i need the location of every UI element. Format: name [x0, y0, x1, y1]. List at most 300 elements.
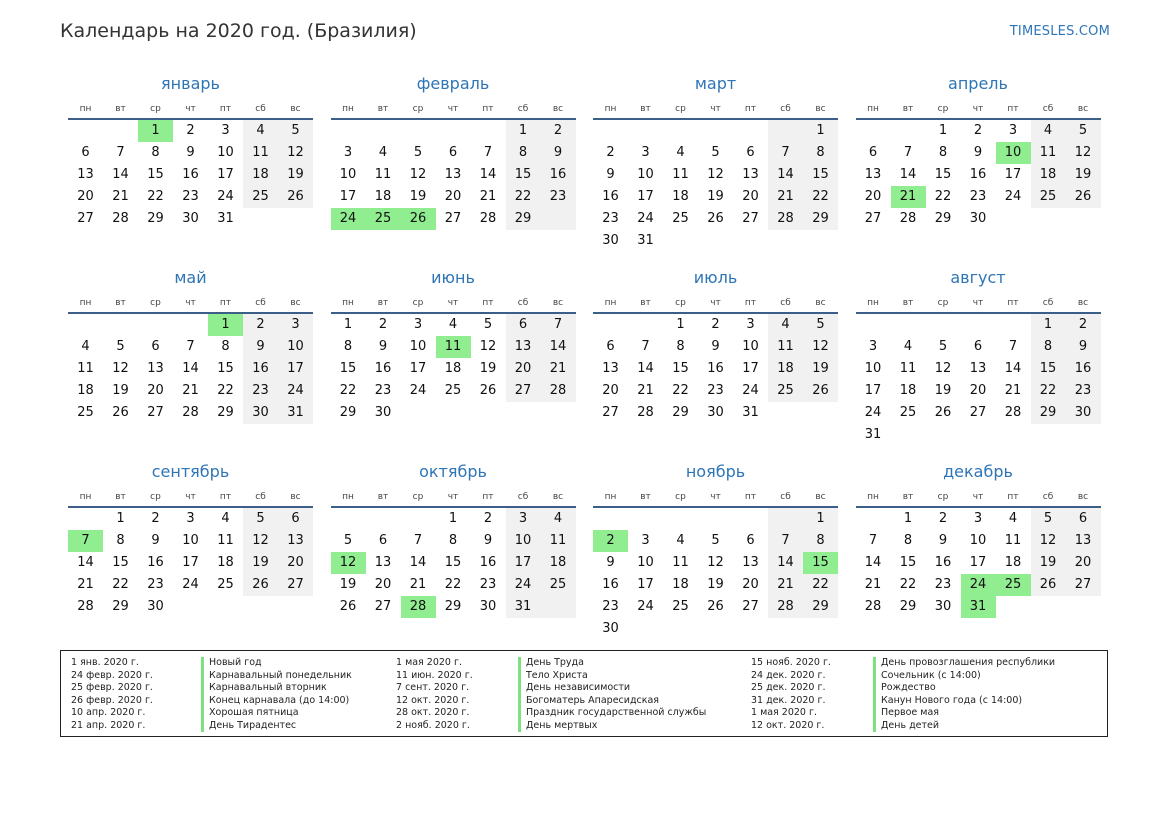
- day: 7: [868, 533, 878, 548]
- day: 29: [812, 599, 829, 614]
- day: 8: [343, 339, 353, 354]
- weekday-label: пт: [219, 298, 232, 308]
- day: 30: [374, 405, 392, 420]
- holiday-day: 1: [138, 120, 173, 142]
- day: 24: [637, 211, 654, 226]
- day: 31: [514, 599, 532, 614]
- weekday-label: ср: [412, 492, 424, 502]
- weekday-label: сб: [517, 298, 529, 308]
- day: 29: [514, 211, 532, 226]
- day: 11: [549, 533, 567, 548]
- day: 5: [116, 339, 125, 354]
- day: 17: [637, 189, 654, 204]
- weekday-label: ср: [675, 492, 686, 502]
- weekday-label: сб: [1042, 104, 1054, 114]
- weekday-label: сб: [1042, 492, 1054, 502]
- day: 30: [934, 599, 952, 614]
- day: 19: [252, 555, 269, 570]
- day: 27: [147, 405, 164, 420]
- weekday-label: пн: [604, 492, 617, 502]
- day: 14: [864, 555, 882, 570]
- day: 21: [777, 189, 794, 204]
- weekday-label: вт: [115, 492, 126, 502]
- day: 21: [182, 383, 199, 398]
- day: 6: [606, 339, 615, 354]
- day: 20: [287, 555, 304, 570]
- day: 25: [1039, 189, 1057, 204]
- legend-holiday-name: Новый год: [201, 657, 352, 670]
- day: 11: [1004, 533, 1022, 548]
- weekday-label: чт: [447, 492, 459, 502]
- day: 22: [217, 383, 234, 398]
- weekday-label: вт: [377, 298, 389, 308]
- day: 30: [147, 599, 164, 614]
- day: 28: [777, 599, 794, 614]
- weekday-label: вт: [640, 298, 651, 308]
- day: 6: [746, 145, 755, 160]
- weekday-header: [68, 298, 313, 310]
- day: 8: [151, 145, 160, 160]
- day: 26: [934, 405, 952, 420]
- day: 9: [938, 533, 948, 548]
- day: 4: [448, 317, 458, 332]
- day: 25: [777, 383, 794, 398]
- day: 1: [343, 317, 353, 332]
- day: 5: [816, 317, 825, 332]
- day: 7: [641, 339, 650, 354]
- day: 22: [812, 189, 829, 204]
- day: 2: [1078, 317, 1088, 332]
- day: 11: [777, 339, 794, 354]
- day: 29: [812, 211, 829, 226]
- weekday-header: [593, 104, 838, 116]
- day: 16: [252, 361, 269, 376]
- day: 4: [781, 317, 790, 332]
- day: 22: [147, 189, 164, 204]
- legend-holiday-name: Канун Нового года (с 14:00): [873, 695, 1055, 708]
- day: 16: [374, 361, 392, 376]
- weekday-header: [856, 298, 1101, 310]
- day: 24: [514, 577, 532, 592]
- day: 24: [637, 599, 654, 614]
- day: 18: [549, 555, 567, 570]
- day: 19: [707, 577, 724, 592]
- day: 25: [444, 383, 462, 398]
- weekday-label: вт: [115, 298, 126, 308]
- day: 7: [186, 339, 195, 354]
- day: 6: [973, 339, 983, 354]
- month-name: январь: [161, 74, 220, 93]
- day: 2: [938, 511, 948, 526]
- day: 12: [707, 167, 724, 182]
- day: 30: [479, 599, 497, 614]
- day: 23: [602, 211, 619, 226]
- weekday-label: ср: [412, 104, 424, 114]
- legend-holiday-name: Тело Христа: [518, 670, 706, 683]
- legend-dates-column: [396, 657, 473, 732]
- day: 15: [934, 167, 952, 182]
- day: 19: [409, 189, 427, 204]
- day: 27: [287, 577, 304, 592]
- day: 21: [77, 577, 94, 592]
- weekday-header: [331, 104, 576, 116]
- weekday-header: [593, 492, 838, 504]
- day: 14: [112, 167, 129, 182]
- day: 2: [256, 317, 265, 332]
- day: 28: [182, 405, 199, 420]
- day: 9: [151, 533, 160, 548]
- legend-date: 31 дек. 2020 г.: [751, 694, 826, 706]
- weekday-label: сб: [255, 298, 266, 308]
- legend-date: 24 февр. 2020 г.: [71, 669, 153, 681]
- weekday-label: сб: [780, 104, 791, 114]
- day: 4: [256, 123, 265, 138]
- day: 8: [518, 145, 528, 160]
- weekday-label: чт: [710, 492, 721, 502]
- day: 2: [973, 123, 983, 138]
- day: 3: [518, 511, 528, 526]
- day: 20: [742, 577, 759, 592]
- day: 5: [291, 123, 300, 138]
- day: 13: [147, 361, 164, 376]
- legend-holiday-name: Конец карнавала (до 14:00): [201, 695, 352, 708]
- day: 17: [637, 577, 654, 592]
- day: 28: [864, 599, 882, 614]
- day: 6: [448, 145, 458, 160]
- day: 8: [676, 339, 685, 354]
- day: 19: [287, 167, 304, 182]
- day: 7: [116, 145, 125, 160]
- weekday-label: пн: [342, 104, 354, 114]
- day: 18: [1004, 555, 1022, 570]
- day: 5: [256, 511, 265, 526]
- day: 26: [707, 211, 724, 226]
- day: 20: [742, 189, 759, 204]
- day: 15: [514, 167, 532, 182]
- day: 5: [711, 145, 720, 160]
- day: 9: [483, 533, 493, 548]
- day: 21: [864, 577, 882, 592]
- day: 7: [781, 145, 790, 160]
- weekday-label: ср: [937, 492, 949, 502]
- month-name: май: [174, 268, 207, 287]
- weekday-label: вт: [640, 104, 651, 114]
- legend-holiday-name: Карнавальный вторник: [201, 682, 352, 695]
- weekday-label: пн: [867, 298, 879, 308]
- day: 3: [746, 317, 755, 332]
- day: 1: [448, 511, 458, 526]
- weekday-label: вс: [815, 104, 826, 114]
- day: 8: [1043, 339, 1053, 354]
- day: 9: [606, 555, 615, 570]
- weekday-label: вс: [290, 104, 301, 114]
- day: 12: [934, 361, 952, 376]
- month-name: апрель: [948, 74, 1008, 93]
- legend-date: 21 апр. 2020 г.: [71, 719, 146, 731]
- legend-date: 1 мая 2020 г.: [751, 707, 817, 718]
- day: 27: [77, 211, 94, 226]
- day: 8: [816, 145, 825, 160]
- day: 5: [1043, 511, 1053, 526]
- day: 30: [1074, 405, 1092, 420]
- weekday-label: сб: [255, 492, 266, 502]
- month-name: февраль: [416, 74, 490, 93]
- day: 29: [147, 211, 164, 226]
- day: 15: [444, 555, 462, 570]
- day: 19: [934, 383, 952, 398]
- day: 26: [339, 599, 357, 614]
- day: 21: [777, 577, 794, 592]
- day: 7: [553, 317, 563, 332]
- legend-holiday-name: День независимости: [518, 682, 706, 695]
- weekday-label: пн: [79, 492, 92, 502]
- day: 23: [252, 383, 269, 398]
- weekday-label: пн: [867, 104, 879, 114]
- day: 11: [899, 361, 917, 376]
- weekday-label: пт: [744, 104, 757, 114]
- month-name: декабрь: [943, 462, 1013, 481]
- weekday-label: чт: [710, 298, 721, 308]
- day: 27: [864, 211, 882, 226]
- day: 22: [112, 577, 129, 592]
- day: 2: [606, 145, 615, 160]
- day: 7: [483, 145, 493, 160]
- weekday-label: пн: [867, 492, 879, 502]
- day: 15: [1039, 361, 1057, 376]
- weekday-label: чт: [710, 104, 721, 114]
- day: 3: [973, 511, 983, 526]
- day: 2: [553, 123, 563, 138]
- legend-holiday-name: День Труда: [518, 657, 706, 670]
- weekday-label: сб: [780, 492, 791, 502]
- legend-date: 11 июн. 2020 г.: [396, 669, 473, 681]
- day: 2: [186, 123, 195, 138]
- day: 22: [934, 189, 952, 204]
- day: 23: [549, 189, 567, 204]
- weekday-label: пн: [604, 298, 617, 308]
- day: 12: [812, 339, 829, 354]
- holiday-day: 11: [436, 336, 471, 358]
- legend-dates-column: [751, 657, 831, 732]
- day: 20: [602, 383, 619, 398]
- day: 13: [969, 361, 987, 376]
- legend-holiday-name: Рождество: [873, 682, 1055, 695]
- day: 15: [812, 167, 829, 182]
- day: 15: [899, 555, 917, 570]
- day: 17: [182, 555, 199, 570]
- weekday-label: чт: [185, 298, 196, 308]
- day: 9: [378, 339, 388, 354]
- holiday-day: 10: [996, 142, 1031, 164]
- day: 30: [707, 405, 724, 420]
- weekday-label: пт: [219, 104, 232, 114]
- legend-date: 7 сент. 2020 г.: [396, 682, 470, 693]
- day: 28: [1004, 405, 1022, 420]
- weekday-label: вс: [290, 298, 301, 308]
- weekday-label: вт: [115, 104, 126, 114]
- day: 8: [903, 533, 913, 548]
- legend-holiday-name: День мертвых: [518, 720, 706, 733]
- weekday-header: [856, 104, 1101, 116]
- day: 22: [672, 383, 689, 398]
- weekday-label: вс: [552, 492, 564, 502]
- day: 10: [637, 167, 654, 182]
- day: 9: [1078, 339, 1088, 354]
- day: 28: [777, 211, 794, 226]
- weekday-label: ср: [937, 298, 949, 308]
- day: 24: [287, 383, 304, 398]
- day: 30: [602, 621, 619, 636]
- day: 14: [549, 339, 567, 354]
- legend-date: 25 дек. 2020 г.: [751, 682, 826, 693]
- day: 16: [707, 361, 724, 376]
- day: 14: [409, 555, 427, 570]
- day: 26: [1074, 189, 1092, 204]
- day: 26: [112, 405, 129, 420]
- legend-holiday-name: Хорошая пятница: [201, 707, 352, 720]
- day: 14: [637, 361, 654, 376]
- weekday-label: пт: [482, 298, 494, 308]
- day: 11: [252, 145, 269, 160]
- day: 6: [868, 145, 878, 160]
- page-title: Календарь на 2020 год. (Бразилия): [60, 20, 417, 42]
- day: 27: [969, 405, 987, 420]
- day: 21: [479, 189, 497, 204]
- day: 17: [969, 555, 987, 570]
- day: 27: [742, 599, 759, 614]
- weekday-label: ср: [675, 104, 686, 114]
- day: 16: [1074, 361, 1092, 376]
- weekday-header: [68, 104, 313, 116]
- weekday-label: чт: [972, 492, 984, 502]
- day: 12: [287, 145, 304, 160]
- day: 5: [343, 533, 353, 548]
- day: 13: [77, 167, 94, 182]
- day: 13: [444, 167, 462, 182]
- weekday-label: сб: [255, 104, 266, 114]
- day: 3: [641, 533, 650, 548]
- day: 14: [182, 361, 199, 376]
- day: 28: [112, 211, 129, 226]
- weekday-label: чт: [972, 104, 984, 114]
- holiday-day: 15: [803, 552, 838, 574]
- day: 8: [448, 533, 458, 548]
- day: 1: [676, 317, 685, 332]
- legend-date: 2 нояб. 2020 г.: [396, 719, 470, 731]
- day: 11: [77, 361, 94, 376]
- day: 17: [864, 383, 882, 398]
- weekday-label: пт: [482, 492, 494, 502]
- day: 8: [116, 533, 125, 548]
- day: 24: [182, 577, 199, 592]
- day: 25: [899, 405, 917, 420]
- day: 16: [182, 167, 199, 182]
- day: 26: [707, 599, 724, 614]
- day: 19: [1039, 555, 1057, 570]
- weekday-label: чт: [185, 492, 196, 502]
- day: 6: [746, 533, 755, 548]
- day: 31: [217, 211, 234, 226]
- day: 15: [147, 167, 164, 182]
- day: 7: [903, 145, 913, 160]
- day: 13: [742, 555, 759, 570]
- holiday-day: 24: [331, 208, 366, 230]
- weekday-label: сб: [517, 104, 529, 114]
- day: 17: [287, 361, 304, 376]
- day: 22: [1039, 383, 1057, 398]
- day: 17: [514, 555, 532, 570]
- day: 5: [483, 317, 493, 332]
- holiday-day: 25: [366, 208, 401, 230]
- day: 29: [672, 405, 689, 420]
- day: 18: [777, 361, 794, 376]
- weekday-header: [331, 492, 576, 504]
- day: 24: [1004, 189, 1022, 204]
- month-name: июль: [693, 268, 738, 287]
- day: 26: [1039, 577, 1057, 592]
- day: 23: [602, 599, 619, 614]
- day: 16: [602, 577, 619, 592]
- day: 11: [672, 555, 689, 570]
- day: 7: [413, 533, 423, 548]
- day: 10: [742, 339, 759, 354]
- weekday-label: ср: [412, 298, 424, 308]
- holiday-day: 25: [996, 574, 1031, 596]
- day: 20: [864, 189, 882, 204]
- weekday-label: пт: [1007, 492, 1019, 502]
- day: 14: [777, 167, 794, 182]
- day: 18: [217, 555, 234, 570]
- day: 5: [413, 145, 423, 160]
- day: 29: [934, 211, 952, 226]
- day: 12: [1039, 533, 1057, 548]
- day: 16: [549, 167, 567, 182]
- day: 1: [816, 123, 825, 138]
- legend-date: 25 февр. 2020 г.: [71, 682, 153, 693]
- day: 22: [514, 189, 532, 204]
- month-name: март: [694, 74, 737, 93]
- day: 28: [479, 211, 497, 226]
- day: 10: [287, 339, 304, 354]
- legend-date: 10 апр. 2020 г.: [71, 707, 146, 718]
- day: 20: [147, 383, 164, 398]
- day: 1: [938, 123, 948, 138]
- day: 23: [934, 577, 952, 592]
- day: 4: [378, 145, 388, 160]
- month-name: ноябрь: [685, 462, 746, 481]
- day: 22: [812, 577, 829, 592]
- weekday-label: ср: [675, 298, 686, 308]
- day: 18: [252, 167, 269, 182]
- day: 8: [816, 533, 825, 548]
- day: 14: [77, 555, 94, 570]
- legend-holiday-name: Карнавальный понедельник: [201, 670, 352, 683]
- weekday-label: пт: [1007, 104, 1019, 114]
- day: 3: [343, 145, 353, 160]
- day: 12: [112, 361, 129, 376]
- weekday-label: вс: [552, 298, 564, 308]
- holiday-day: 12: [331, 552, 366, 574]
- day: 4: [81, 339, 90, 354]
- day: 24: [742, 383, 759, 398]
- holiday-day: 21: [891, 186, 926, 208]
- day: 27: [444, 211, 462, 226]
- day: 31: [637, 233, 654, 248]
- weekday-label: ср: [150, 298, 161, 308]
- site-link[interactable]: TIMESLES.COM: [1009, 24, 1110, 39]
- day: 15: [112, 555, 129, 570]
- legend-names-column: [518, 657, 706, 732]
